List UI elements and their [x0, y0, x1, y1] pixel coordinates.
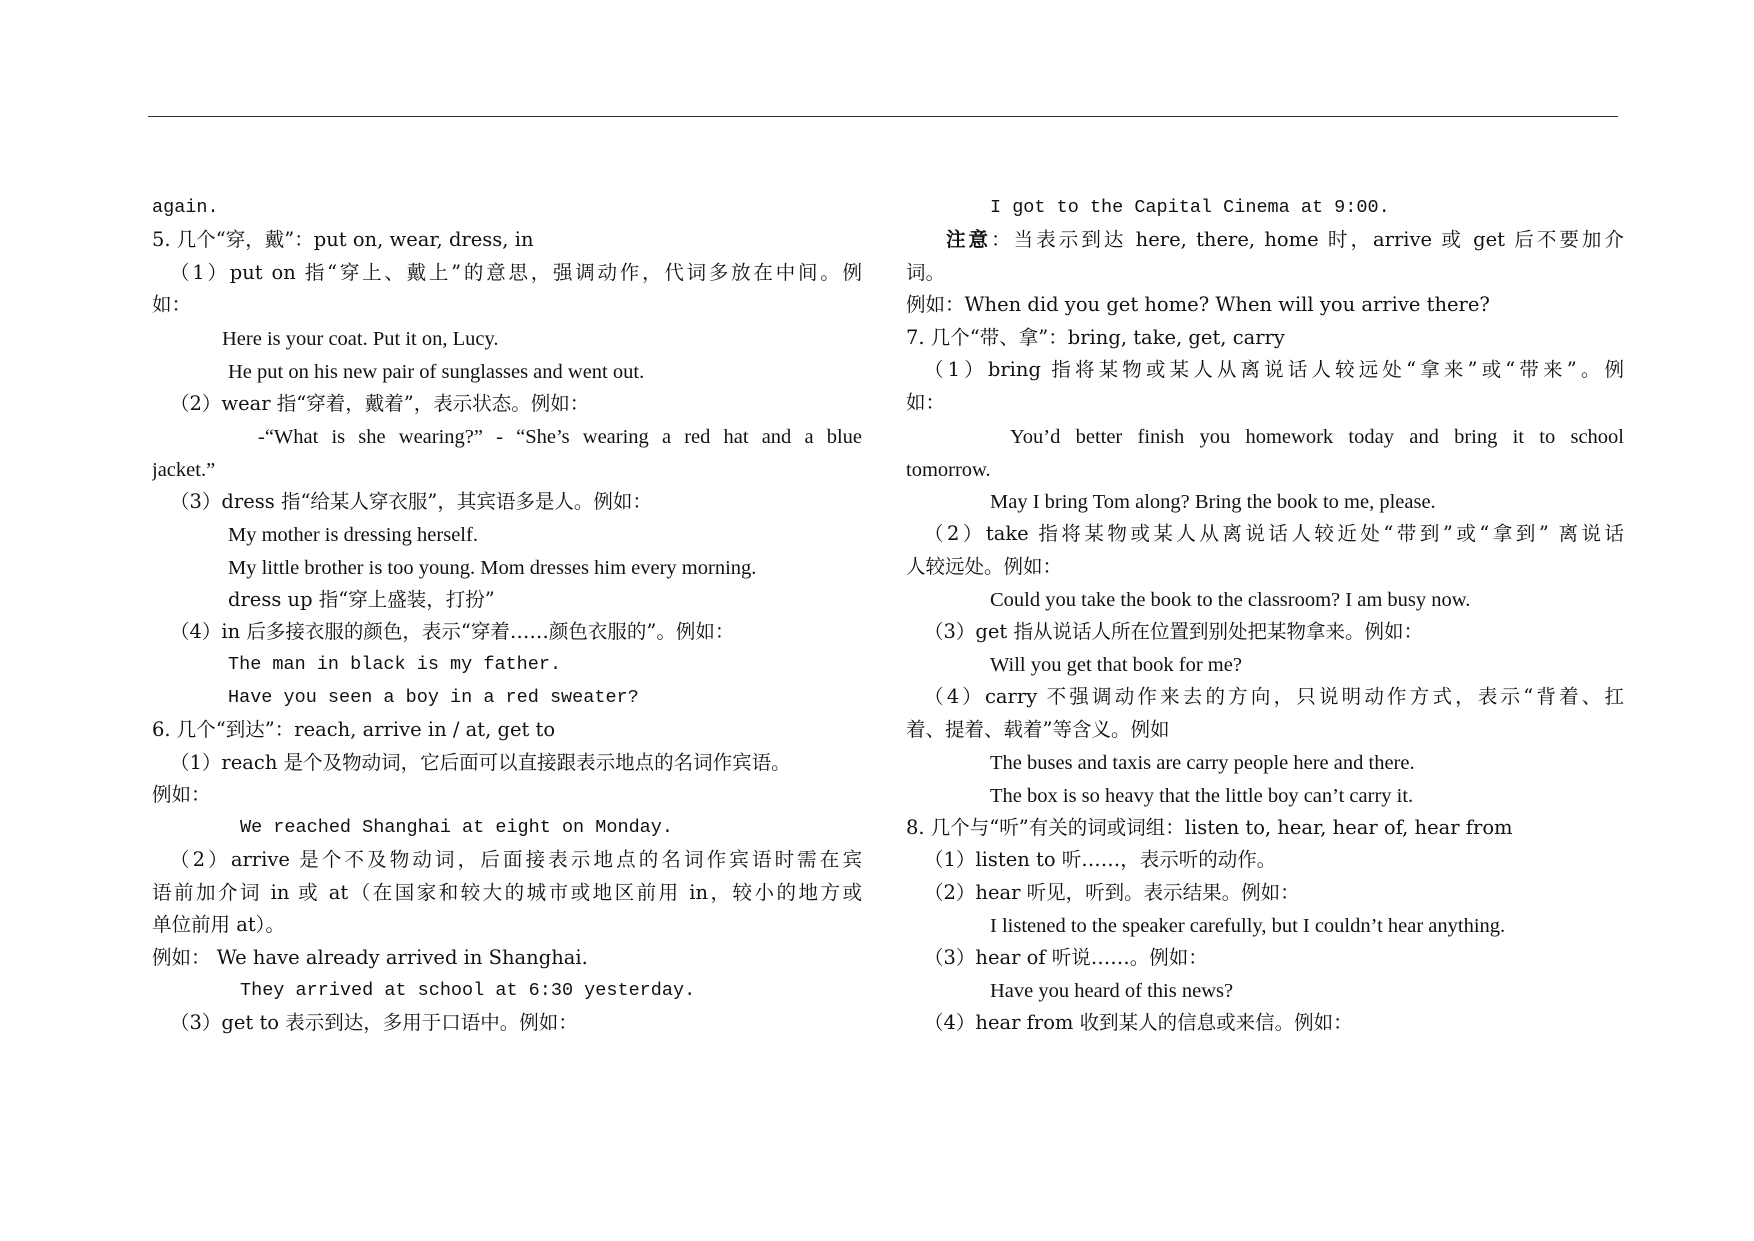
text-line: Could you take the book to the classroom? I am busy now.	[990, 589, 1471, 611]
text-line: 例如： We have already arrived in Shanghai.	[152, 946, 588, 969]
text-line: （3）hear of 听说……。例如：	[924, 946, 1208, 969]
text-line: 单位前用 at）。	[152, 913, 285, 936]
text-line: tomorrow.	[906, 459, 991, 481]
text-line: May I bring Tom along? Bring the book to me, please.	[990, 491, 1436, 513]
text-line: （4）hear from 收到某人的信息或来信。例如：	[924, 1011, 1353, 1034]
text-line: again.	[152, 197, 219, 218]
text-line: He put on his new pair of sunglasses and went out.	[228, 361, 645, 383]
text-line: My little brother is too young. Mom dresses him every morning.	[228, 557, 757, 579]
text-line: Have you heard of this news?	[990, 980, 1234, 1002]
text-line: （2）hear 听见，听到。表示结果。例如：	[924, 881, 1300, 904]
text-line: Have you seen a boy in a red sweater?	[228, 687, 639, 708]
text-line: I got to the Capital Cinema at 9:00.	[990, 197, 1390, 218]
text-line: 语前加介词 in 或 at（在国家和较大的城市或地区前用 in，较小的地方或	[152, 881, 862, 904]
text-line: I listened to the speaker carefully, but I couldn’t hear anything.	[990, 915, 1506, 937]
text-line: Here is your coat. Put it on, Lucy.	[222, 328, 499, 350]
text-line: 着、提着、载着”等含义。例如	[906, 718, 1170, 741]
text-line: （4）carry 不强调动作来去的方向，只说明动作方式，表示“背着、扛	[924, 685, 1624, 708]
text-line: 例如：When did you get home? When will you arrive there?	[906, 293, 1490, 316]
text-line: jacket.”	[152, 459, 216, 481]
text-line: 如：	[152, 293, 192, 316]
text-line: （1）listen to 听……，表示听的动作。	[924, 848, 1277, 871]
text-line: The buses and taxis are carry people here and there.	[990, 752, 1415, 774]
text-line: 如：	[906, 391, 946, 414]
text-line: （1）bring 指将某物或某人从离说话人较远处“拿来”或“带来”。例	[924, 358, 1624, 381]
text-line: 例如：	[152, 783, 211, 806]
text-line: The man in black is my father.	[228, 654, 562, 675]
text-line: They arrived at school at 6:30 yesterday.	[240, 980, 696, 1001]
text-line: My mother is dressing herself.	[228, 524, 478, 546]
text-line: （2）take 指将某物或某人从离说话人较近处“带到”或“拿到” 离说话	[924, 522, 1624, 545]
text-line: 注意：当表示到达 here, there, home 时，arrive 或 get 后不要加介	[946, 228, 1624, 251]
text-line: （4）in 后多接衣服的颜色，表示“穿着……颜色衣服的”。例如：	[170, 620, 735, 643]
text-line: （3）dress 指“给某人穿衣服”，其宾语多是人。例如：	[170, 490, 652, 513]
text-line: （3）get to 表示到达，多用于口语中。例如：	[170, 1011, 578, 1034]
text-line: （2）wear 指“穿着，戴着”，表示状态。例如：	[170, 392, 590, 415]
text-line: Will you get that book for me?	[990, 654, 1242, 676]
text-line: 8. 几个与“听”有关的词或词组：listen to, hear, hear of, hear from	[906, 816, 1513, 839]
text-line: （3）get 指从说话人所在位置到别处把某物拿来。例如：	[924, 620, 1423, 643]
text-line: 7. 几个“带、拿”：bring, take, get, carry	[906, 326, 1285, 349]
header-rule	[148, 116, 1618, 117]
text-line: 词。	[906, 261, 946, 284]
text-line: 人较远处。例如：	[906, 555, 1063, 578]
text-line: The box is so heavy that the little boy can’t carry it.	[990, 785, 1414, 807]
text-line: We reached Shanghai at eight on Monday.	[240, 817, 673, 838]
text-line: （2）arrive 是个不及物动词，后面接表示地点的名词作宾语时需在宾	[170, 848, 862, 871]
text-line: （1）put on 指“穿上、戴上”的意思，强调动作，代词多放在中间。例	[170, 261, 862, 284]
text-line: You’d better finish you homework today and bring it to school	[1010, 426, 1624, 448]
text-line: 5. 几个“穿，戴”：put on, wear, dress, in	[152, 228, 534, 251]
text-line: 6. 几个“到达”：reach, arrive in / at, get to	[152, 718, 556, 741]
text-line: （1）reach 是个及物动词，它后面可以直接跟表示地点的名词作宾语。	[170, 751, 791, 774]
text-line: dress up 指“穿上盛装，打扮”	[228, 588, 495, 611]
text-line: -“What is she wearing?” - “She’s wearing a red hat and a blue	[258, 426, 862, 448]
